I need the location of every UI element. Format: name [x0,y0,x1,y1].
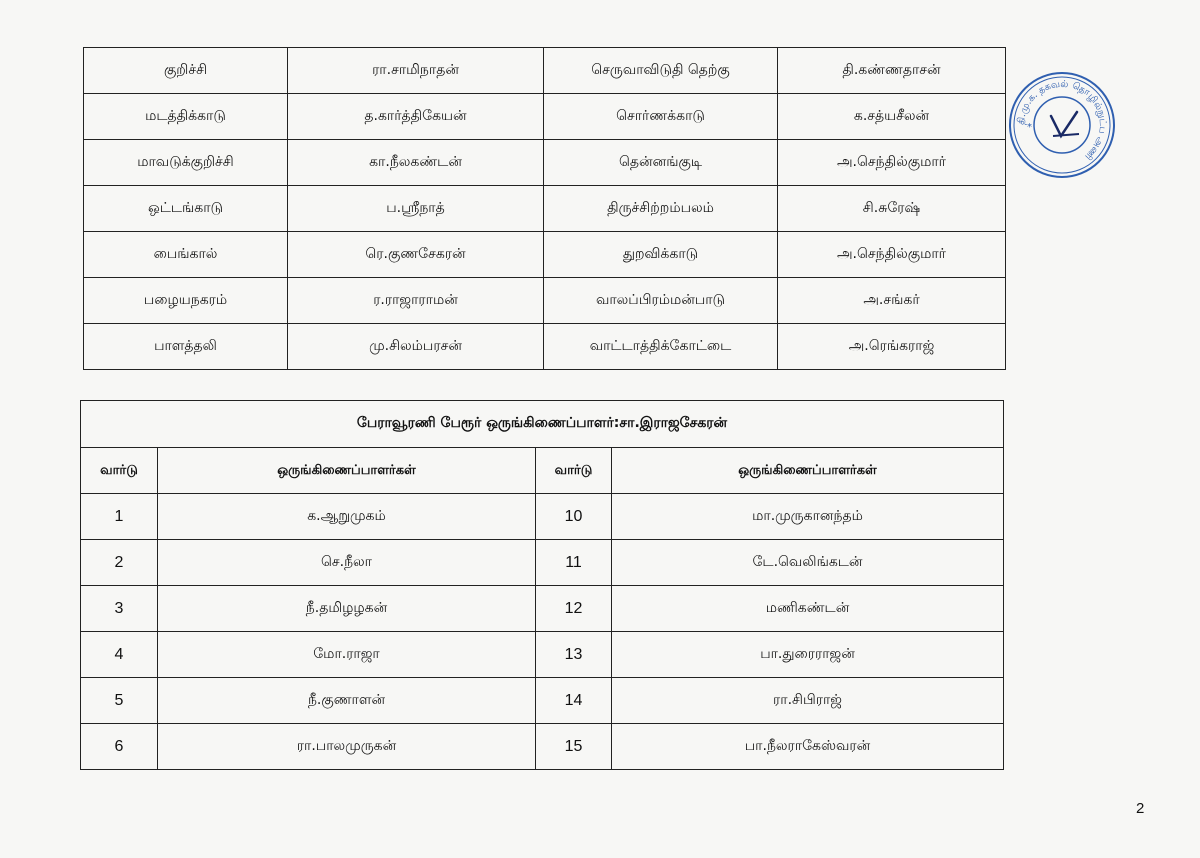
ward-number-cell: 2 [81,540,158,586]
coordinator-name-cell: த.கார்த்திகேயன் [288,94,544,140]
coordinator-name-cell: க.ஆறுமுகம் [158,494,536,540]
area-name-cell: வாட்டாத்திக்கோட்டை [544,324,778,370]
svg-text:*: * [1027,122,1032,133]
coordinator-name-cell: அ.செந்தில்குமார் [778,232,1006,278]
coordinator-name-cell: மா.முருகானந்தம் [612,494,1004,540]
area-name-cell: பழையநகரம் [84,278,288,324]
table-row [81,540,1004,586]
coordinator-name-cell: கா.நீலகண்டன் [288,140,544,186]
table-title: பேராவூரணி பேரூர் ஒருங்கிணைப்பாளர்:சா.இராஜசேகரன் [81,401,1004,448]
coordinator-name-cell: அ.சங்கர் [778,278,1006,324]
ward-number-cell: 3 [81,586,158,632]
area-name-cell: மடத்திக்காடு [84,94,288,140]
table-row [84,324,1006,370]
coordinator-name-cell: பா.துரைராஜன் [612,632,1004,678]
coordinator-name-cell: ரா.சிபிராஜ் [612,678,1004,724]
area-name-cell: பாளத்தலி [84,324,288,370]
coordinator-name-cell: ப.ஸ்ரீநாத் [288,186,544,232]
coordinator-name-cell: க.சத்யசீலன் [778,94,1006,140]
table-row [81,678,1004,724]
union-coordinators-table [83,47,1006,370]
coordinators-column-header: ஒருங்கிணைப்பாளர்கள் [612,448,1004,494]
coordinator-name-cell: நீ.தமிழழகன் [158,586,536,632]
coordinator-name-cell: மு.சிலம்பரசன் [288,324,544,370]
ward-column-header: வார்டு [536,448,612,494]
coordinator-name-cell: மணிகண்டன் [612,586,1004,632]
coordinator-name-cell: டே.வெலிங்கடன் [612,540,1004,586]
coordinator-name-cell: சி.சுரேஷ் [778,186,1006,232]
coordinator-name-cell: அ.ரெங்கராஜ் [778,324,1006,370]
table-row [81,494,1004,540]
coordinator-name-cell: பா.நீலராகேஸ்வரன் [612,724,1004,770]
area-name-cell: சொர்ணக்காடு [544,94,778,140]
area-name-cell: மாவடுக்குறிச்சி [84,140,288,186]
area-name-cell: திருச்சிற்றம்பலம் [544,186,778,232]
coordinator-name-cell: ரா.பாலமுருகன் [158,724,536,770]
ward-number-cell: 14 [536,678,612,724]
page-number: 2 [1136,800,1145,817]
ward-number-cell: 10 [536,494,612,540]
coordinator-name-cell: ரா.சாமிநாதன் [288,48,544,94]
area-name-cell: குறிச்சி [84,48,288,94]
coordinator-name-cell: ர.ராஜாராமன் [288,278,544,324]
party-seal-stamp [1007,70,1117,180]
town-ward-coordinators-table [80,400,1004,770]
coordinator-name-cell: செ.நீலா [158,540,536,586]
ward-column-header: வார்டு [81,448,158,494]
area-name-cell: வாலப்பிரம்மன்பாடு [544,278,778,324]
area-name-cell: ஒட்டங்காடு [84,186,288,232]
svg-text:தி.மு.க. தகவல் தொழில்நுட்ப அணி [1016,79,1108,162]
ward-number-cell: 15 [536,724,612,770]
table-header-row [81,448,1004,494]
table-row [84,48,1006,94]
area-name-cell: தென்னங்குடி [544,140,778,186]
ward-number-cell: 6 [81,724,158,770]
table-row [81,724,1004,770]
table-title-row [81,401,1004,448]
coordinator-name-cell: ரெ.குணசேகரன் [288,232,544,278]
coordinator-name-cell: தி.கண்ணதாசன் [778,48,1006,94]
ward-number-cell: 5 [81,678,158,724]
ward-number-cell: 11 [536,540,612,586]
coordinator-name-cell: நீ.குணாளன் [158,678,536,724]
ward-number-cell: 13 [536,632,612,678]
area-name-cell: துறவிக்காடு [544,232,778,278]
table-row [84,232,1006,278]
seal-text: தி.மு.க. தகவல் தொழில்நுட்ப அணி [1015,78,1109,162]
table-row [84,186,1006,232]
table-row [84,140,1006,186]
table-row [81,586,1004,632]
ward-number-cell: 4 [81,632,158,678]
ward-number-cell: 1 [81,494,158,540]
area-name-cell: செருவாவிடுதி தெற்கு [544,48,778,94]
coordinator-name-cell: அ.செந்தில்குமார் [778,140,1006,186]
coordinators-column-header: ஒருங்கிணைப்பாளர்கள் [158,448,536,494]
ward-number-cell: 12 [536,586,612,632]
table-row [84,278,1006,324]
coordinator-name-cell: மோ.ராஜா [158,632,536,678]
table-row [84,94,1006,140]
table-row [81,632,1004,678]
area-name-cell: பைங்கால் [84,232,288,278]
